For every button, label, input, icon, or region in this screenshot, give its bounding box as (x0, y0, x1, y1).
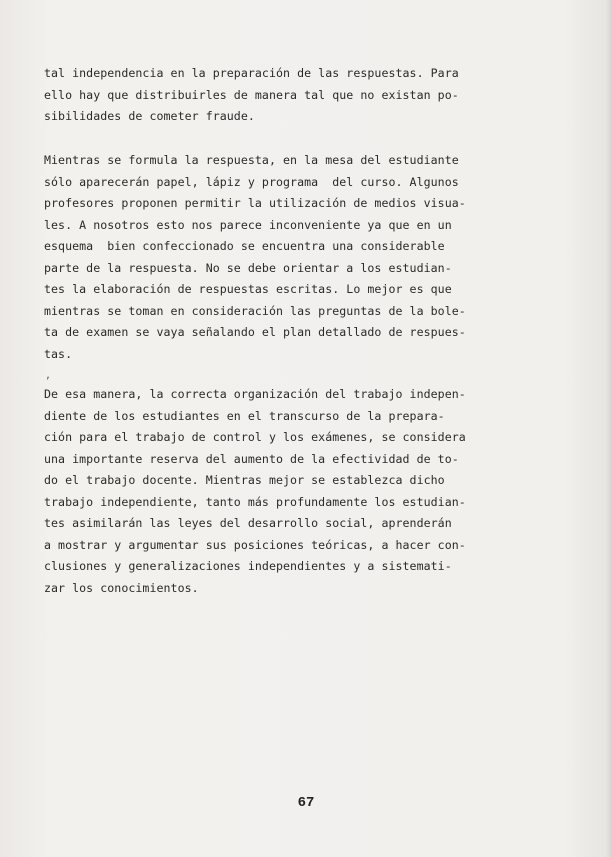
text-line: esquema bien confeccionado se encuentra una considerable (44, 239, 445, 253)
text-line: diente de los estudiantes en el transcurso de la prepara- (44, 408, 445, 423)
text-line: les. A nosotros esto nos parece inconveniente ya que en un (44, 217, 452, 232)
text-line: tal independencia en la preparación de las respuestas. Para (44, 66, 459, 80)
text-line: zar los conocimientos. (44, 580, 199, 595)
text-line: una importante reserva del aumento de la efectividad de to- (44, 451, 459, 466)
text-line: ta de examen se vaya señalando el plan detallado de respues- (44, 325, 466, 339)
paragraph-2 (44, 150, 564, 365)
text-line: tes asimilarán las leyes del desarrollo social, aprenderán (44, 516, 452, 530)
text-line: mientras se toman en consideración las preguntas de la bole- (44, 303, 466, 318)
paragraph-3 (44, 384, 564, 599)
text-line: trabajo independiente, tanto más profundamente los estudian- (44, 494, 466, 509)
text-line: parte de la respuesta. No se debe orientar a los estudian- (44, 260, 452, 275)
text-line: profesores proponen permitir la utilización de medios visua- (44, 196, 466, 210)
paragraph-1 (44, 63, 564, 128)
text-line: sólo aparecerán papel, lápiz y programa del curso. Algunos (44, 174, 459, 189)
text-line: a mostrar y argumentar sus posiciones teóricas, a hacer con- (44, 537, 466, 552)
page-edge-shadow (607, 0, 612, 857)
text-line: clusiones y generalizaciones independientes y a sistemati- (44, 559, 452, 573)
stray-mark: , (45, 370, 52, 381)
text-line: sibilidades de cometer fraude. (44, 109, 255, 123)
text-line: tes la elaboración de respuestas escritas. Lo mejor es que (44, 282, 452, 296)
page-number: 67 (297, 795, 315, 811)
text-line: do el trabajo docente. Mientras mejor se establezca dicho (44, 473, 445, 487)
text-line: ello hay que distribuirles de manera tal que no existan po- (44, 87, 459, 102)
text-line: ción para el trabajo de control y los exámenes, se considera (44, 430, 466, 444)
text-line: tas. (44, 346, 73, 361)
text-line: Mientras se formula la respuesta, en la mesa del estudiante (44, 153, 459, 167)
text-line: De esa manera, la correcta organización del trabajo indepen- (44, 387, 466, 401)
